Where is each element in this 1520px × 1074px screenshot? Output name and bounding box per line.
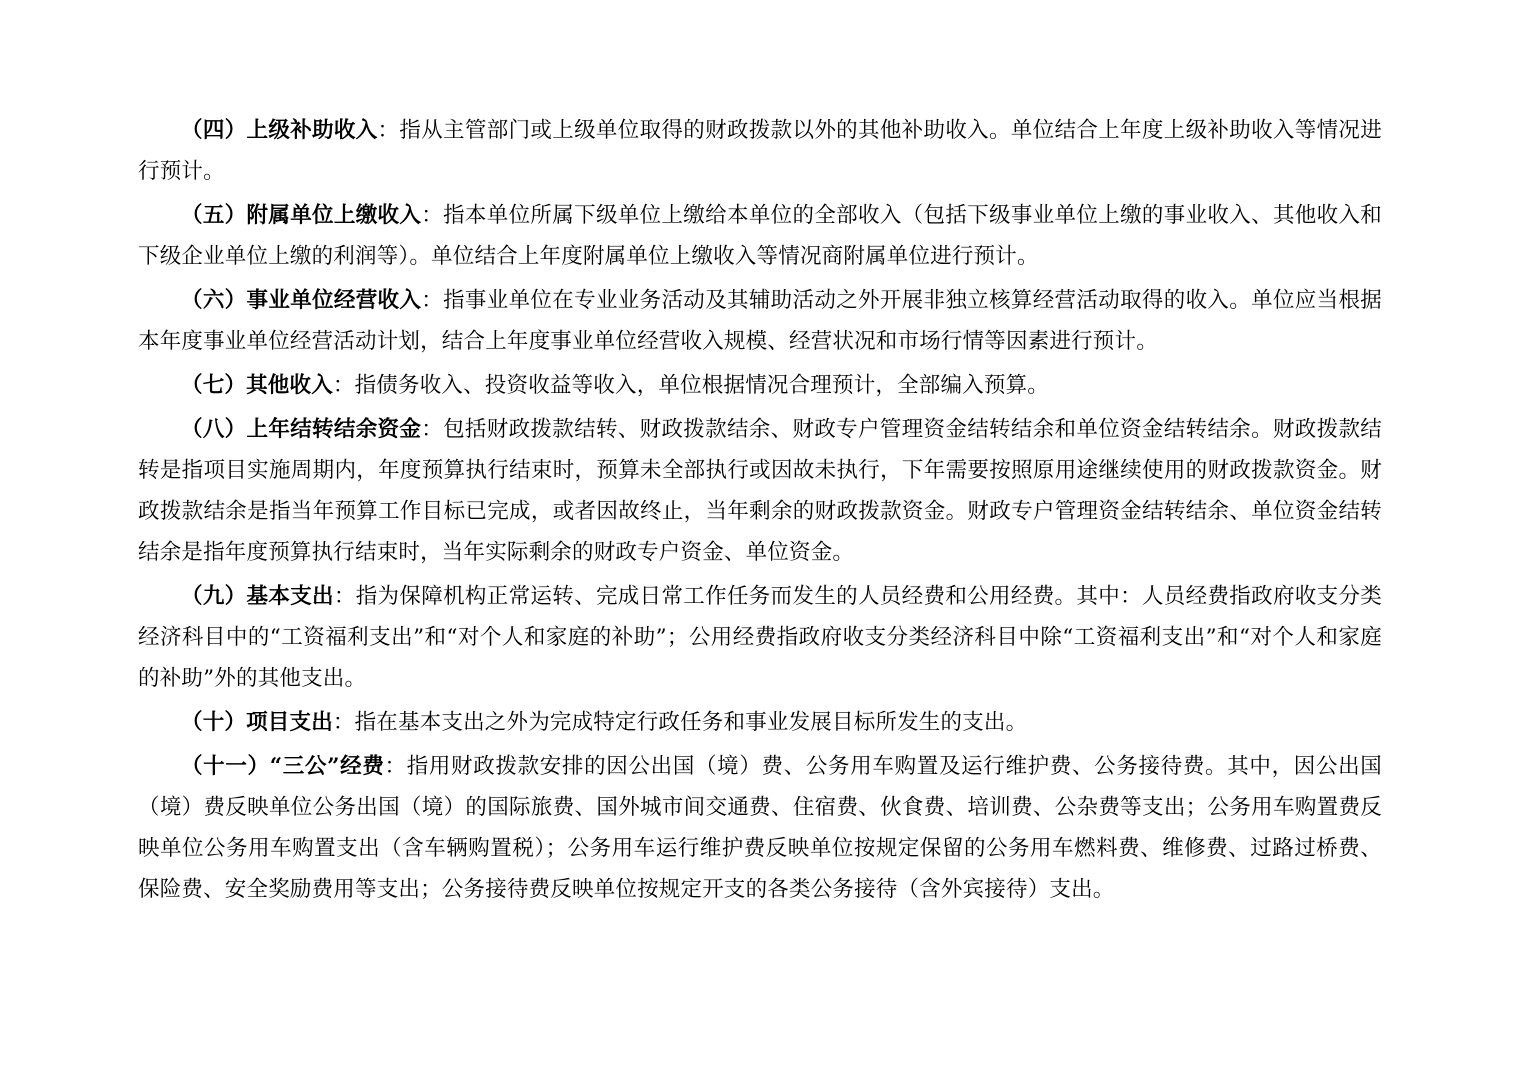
paragraph-7: （七）其他收入：指债务收入、投资收益等收入，单位根据情况合理预计，全部编入预算。 <box>181 373 1050 398</box>
document-body <box>138 110 1382 910</box>
paragraph-11: （十一）“三公”经费：指用财政拨款安排的因公出国（境）费、公务用车购置及运行维护费、公务接待费。其中，因公出国（境）费反映单位公务出国（境）的国际旅费、国外城市间交通费、住宿费、伙食费、培训费、公杂费等支出；公务用车购置费反映单位公务用车购置支出（含车辆购置税）；公务用车运行维护费反映单位按规定保留的公务用车燃料费、维修费、过路过桥费、保险费、安全奖励费用等支出；公务接待费反映单位按规定开支的各类公务接待（含外宾接待）支出。 <box>138 754 1383 902</box>
paragraph-8: （八）上年结转结余资金：包括财政拨款结转、财政拨款结余、财政专户管理资金结转结余和单位资金结转结余。财政拨款结转是指项目实施周期内，年度预算执行结束时，预算未全部执行或因故未执行，下年需要按照原用途继续使用的财政拨款资金。财政拨款结余是指当年预算工作目标已完成，或者因故终止，当年剩余的财政拨款资金。财政专户管理资金结转结余、单位资金结转结余是指年度预算执行结束时，当年实际剩余的财政专户资金、单位资金。 <box>138 417 1382 565</box>
paragraph-9: （九）基本支出：指为保障机构正常运转、完成日常工作任务而发生的人员经费和公用经费。其中：人员经费指政府收支分类经济科目中的“工资福利支出”和“对个人和家庭的补助”；公用经费指政府收支分类经济科目中除“工资福利支出”和“对个人和家庭的补助”外的其他支出。 <box>138 584 1382 691</box>
paragraph-6: （六）事业单位经营收入：指事业单位在专业业务活动及其辅助活动之外开展非独立核算经营活动取得的收入。单位应当根据本年度事业单位经营活动计划，结合上年度事业单位经营收入规模、经营状况和市场行情等因素进行预计。 <box>138 288 1382 354</box>
paragraph-4: （四）上级补助收入：指从主管部门或上级单位取得的财政拨款以外的其他补助收入。单位结合上年度上级补助收入等情况进行预计。 <box>138 118 1382 184</box>
paragraph-5: （五）附属单位上缴收入：指本单位所属下级单位上缴给本单位的全部收入（包括下级事业单位上缴的事业收入、其他收入和下级企业单位上缴的利润等）。单位结合上年度附属单位上缴收入等情况商附属单位进行预计。 <box>138 203 1382 269</box>
paragraph-10: （十）项目支出：指在基本支出之外为完成特定行政任务和事业发展目标所发生的支出。 <box>181 710 1028 735</box>
